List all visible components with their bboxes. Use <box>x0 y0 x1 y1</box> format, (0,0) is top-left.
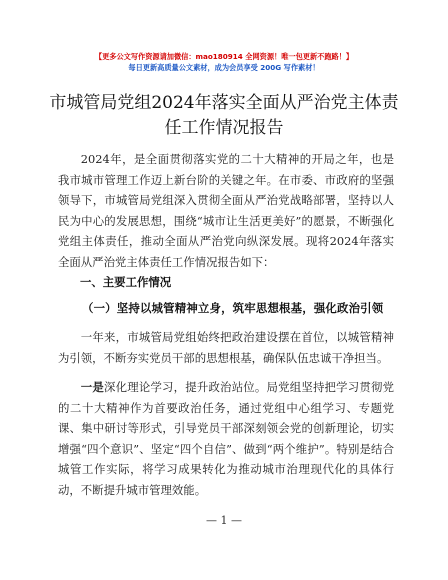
promo-banner-line-2: 每日更新高质量公文素材，成为会员享受 200G 写作素材！ <box>128 63 320 72</box>
section-heading-1: 一、主要工作情况 <box>80 275 172 289</box>
intro-paragraph: 2024年，是全面贯彻落实党的二十大精神的开局之年，也是我市城市管理工作迈上新台阶的关键之年。在市委、市政府的坚强领导下，市城管局党组深入贯彻全面从严治党战略部署，坚持以人民为中心的发展思想，围绕“城市让生活更美好”的愿景，不断强化党组主体责任，推动全面从严治党向纵深发展。现将2024年落实全面从严治党主体责任工作情况报告如下： <box>58 152 394 269</box>
promo-banner-line-1: 【更多公文写作资源请加微信：mao180914 全网资源！唯一包更新不跑路！】 <box>94 52 354 61</box>
document-title-line-1: 市城管局党组2024年落实全面从严治党主体责 <box>49 93 399 113</box>
document-title-line-2: 任工作情况报告 <box>164 118 284 138</box>
page-number: — 1 — <box>206 514 242 527</box>
point-1-text: 深化理论学习，提升政治站位。局党组坚持把学习贯彻党的二十大精神作为首要政治任务，通过党组中心组学习、专题党课、集中研讨等形式，引导党员干部深刻领会党的创新理论，切实增强“四个意识”、坚定“四个自信”、做到“两个维护”。特别是结合城管工作实际，将学习成果转化为推动城市治理现代化的具体行动，不断提升城市管理效能。 <box>58 380 394 497</box>
subsection-1-paragraph: 一年来，市城管局党组始终把政治建设摆在首位，以城管精神为引领，不断夯实党员干部的思想根基，确保队伍忠诚干净担当。 <box>58 330 394 365</box>
point-1-paragraph <box>58 377 394 501</box>
subsection-heading-1: （一）坚持以城管精神立身，筑牢思想根基，强化政治引领 <box>82 301 384 315</box>
point-1-lead: 一是 <box>80 380 105 394</box>
